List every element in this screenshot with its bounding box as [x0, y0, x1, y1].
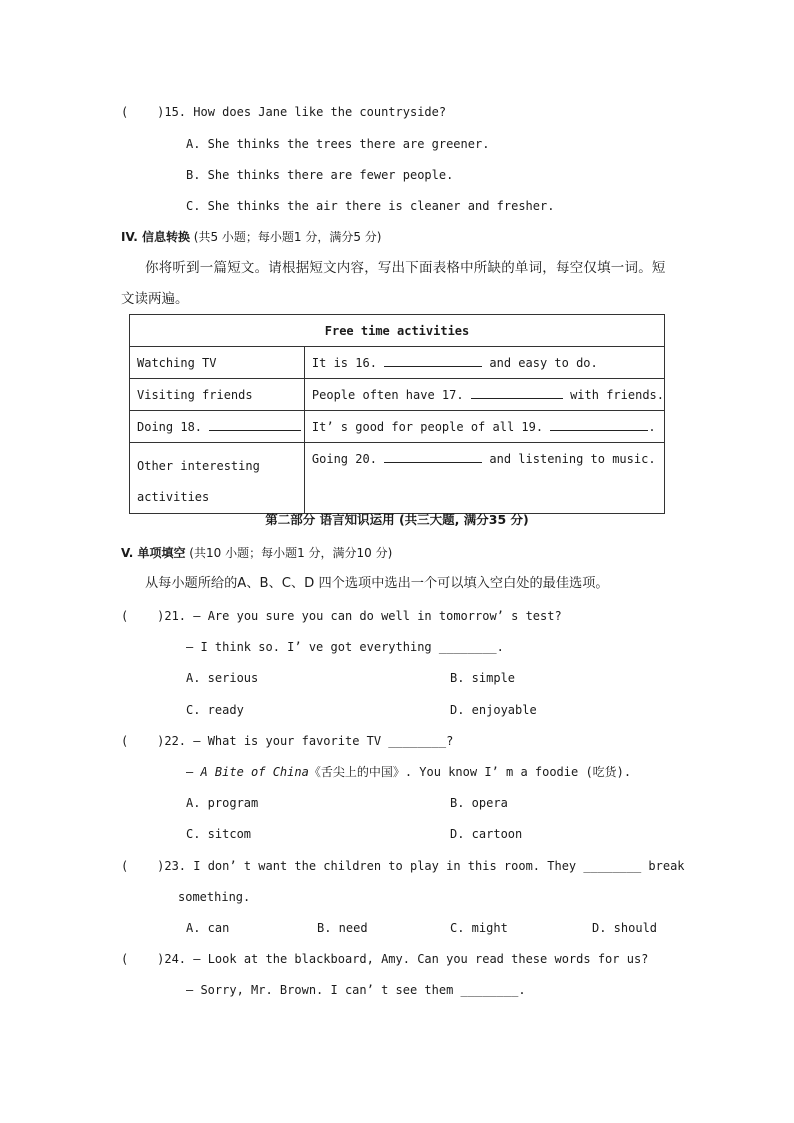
cell-text: activities [137, 490, 210, 504]
cell-text: It is 16. [311, 355, 377, 370]
section-5-heading: V. 单项填空 [121, 546, 186, 560]
question-15: ( )15. How does Jane like the countryside? [121, 105, 447, 119]
q15-option-c: C. She thinks the air there is cleaner and fresher. [186, 199, 555, 213]
blank-20[interactable] [384, 451, 482, 463]
q21-option-d: D. enjoyable [450, 703, 537, 717]
q15-option-a: A. She thinks the trees there are greener. [186, 137, 490, 151]
q21-option-a: A. serious [186, 671, 259, 685]
table-cell [304, 443, 664, 514]
q23-option-a: A. can [186, 921, 230, 935]
table-cell: Visiting friends [130, 379, 305, 411]
table-cell [130, 411, 305, 443]
section-4-points: (共5 小题；每小题1 分，满分5 分) [189, 230, 382, 244]
question-23: ( )23. I don’ t want the children to play in this room. They ________ break [121, 859, 685, 873]
table-cell: Watching TV [130, 347, 305, 379]
table-cell [304, 411, 664, 443]
blank-16[interactable] [384, 355, 482, 367]
q15-option-b: B. She thinks there are fewer people. [186, 168, 454, 182]
q22-dialogue-rest: . You know I’ m a foodie (吃货). [404, 765, 632, 779]
blank-19[interactable] [550, 419, 648, 431]
table-cell [304, 347, 664, 379]
q21-option-b: B. simple [450, 671, 516, 685]
q21-option-c: C. ready [186, 703, 244, 717]
q23-option-c: C. might [450, 921, 508, 935]
section-4-header [121, 229, 381, 245]
cell-text: and listening to music. [489, 452, 656, 466]
q22-chinese-title: 《舌尖上的中国》 [308, 765, 405, 779]
section-5-header [121, 545, 392, 561]
q23-option-d: D. should [592, 921, 658, 935]
cell-text: . [648, 419, 656, 434]
table-cell [304, 379, 664, 411]
q22-show-title: A Bite of China [200, 765, 309, 779]
q22-option-d: D. cartoon [450, 827, 523, 841]
question-23-cont: something. [178, 890, 251, 904]
cell-text: Other interesting [137, 459, 260, 473]
q24-dialogue: — Sorry, Mr. Brown. I can’ t see them ________. [186, 983, 526, 997]
cell-text: It’ s good for people of all 19. [311, 419, 544, 434]
section-4-heading: IV. 信息转换 [121, 230, 190, 244]
section-4-instruction: 你将听到一篇短文。请根据短文内容，写出下面表格中所缺的单词，每空仅填一词。短 [145, 260, 666, 276]
cell-text: with friends. [570, 387, 664, 402]
q22-option-a: A. program [186, 796, 259, 810]
blank-17[interactable] [471, 387, 563, 399]
cell-text: Going 20. [311, 452, 377, 466]
cell-text: People often have 17. [311, 387, 464, 402]
question-24: ( )24. — Look at the blackboard, Amy. Can you read these words for us? [121, 952, 649, 966]
q23-option-b: B. need [317, 921, 368, 935]
section-4-instruction-cont: 文读两遍。 [121, 291, 189, 307]
q22-option-c: C. sitcom [186, 827, 252, 841]
q22-option-b: B. opera [450, 796, 508, 810]
table-title: Free time activities [130, 315, 665, 347]
section-5-instruction: 从每小题所给的A、B、C、D 四个选项中选出一个可以填入空白处的最佳选项。 [145, 576, 609, 591]
q21-dialogue: — I think so. I’ ve got everything ________. [186, 640, 504, 654]
table-cell [130, 443, 305, 514]
part-2-title: 第二部分 语言知识运用 (共三大题, 满分35 分) [265, 512, 529, 527]
cell-text: and easy to do. [489, 355, 598, 370]
free-time-table [129, 314, 665, 514]
q22-dialogue: — A Bite of China《舌尖上的中国》. You know I’ m a foodie (吃货). [186, 765, 632, 779]
blank-18[interactable] [209, 419, 301, 431]
question-22: ( )22. — What is your favorite TV ________? [121, 734, 454, 748]
cell-text: Doing 18. [137, 419, 203, 434]
section-5-points: (共10 小题；每小题1 分，满分10 分) [185, 546, 393, 560]
question-21: ( )21. — Are you sure you can do well in tomorrow’ s test? [121, 609, 562, 623]
